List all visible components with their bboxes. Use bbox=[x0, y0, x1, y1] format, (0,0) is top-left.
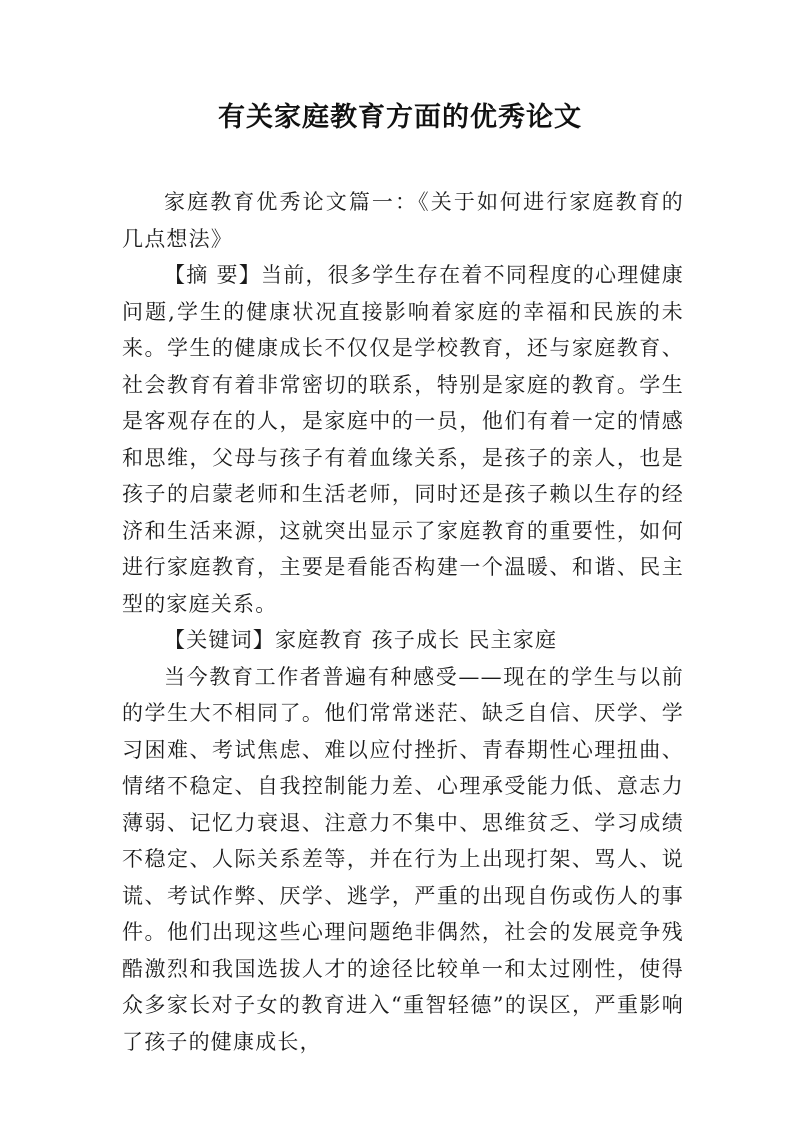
document-body bbox=[122, 184, 684, 1060]
paragraph-article-heading: 家庭教育优秀论文篇一：《关于如何进行家庭教育的几点想法》 bbox=[122, 190, 684, 251]
paragraph-abstract: 【摘 要】当前，很多学生存在着不同程度的心理健康问题,学生的健康状况直接影响着家庭的幸福和民族的未来。学生的健康成长不仅仅是学校教育，还与家庭教育、社会教育有着非常密切的联系，特别是家庭的教育。学生是客观存在的人，是家庭中的一员，他们有着一定的情感和思维，父母与孩子有着血缘关系，是孩子的亲人，也是孩子的启蒙老师和生活老师，同时还是孩子赖以生存的经济和生活来源，这就突出显示了家庭教育的重要性，如何进行家庭教育，主要是看能否构建一个温暖、和谐、民主型的家庭关系。 bbox=[122, 263, 684, 616]
paragraph-body: 当今教育工作者普遍有种感受——现在的学生与以前的学生大不相同了。他们常常迷茫、缺乏自信、厌学、学习困难、考试焦虑、难以应付挫折、青春期性心理扭曲、情绪不稳定、自我控制能力差、心理承受能力低、意志力薄弱、记忆力衰退、注意力不集中、思维贫乏、学习成绩不稳定、人际关系差等，并在行为上出现打架、骂人、说谎、考试作弊、厌学、逃学，严重的出现自伤或伤人的事件。他们出现这些心理问题绝非偶然，社会的发展竞争残酷激烈和我国选拔人才的途径比较单一和太过刚性，使得众多家长对子女的教育进入“重智轻德”的误区，严重影响了孩子的健康成长， bbox=[122, 664, 684, 1054]
document-title: 有关家庭教育方面的优秀论文 bbox=[218, 102, 582, 133]
paragraph-keywords: 【关键词】家庭教育 孩子成长 民主家庭 bbox=[164, 628, 558, 652]
